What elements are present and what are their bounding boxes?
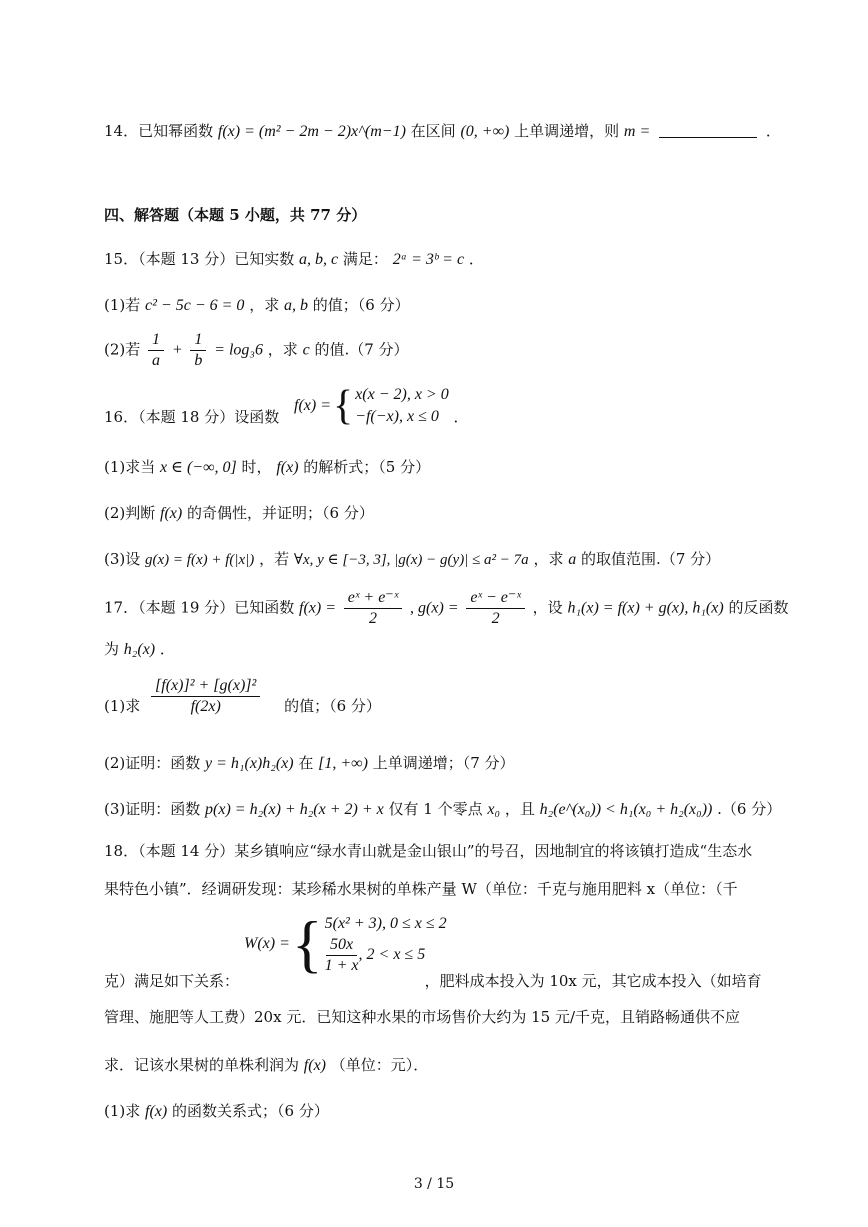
q15-p1-prefix: (1)若 bbox=[104, 296, 141, 314]
q16-p3-prefix: (3)设 bbox=[104, 550, 141, 568]
question-15-stem bbox=[104, 248, 484, 271]
q15-stem-prefix: 15．（本题 13 分）已知实数 bbox=[104, 250, 295, 268]
q14-suffix: 上单调递增，则 bbox=[514, 122, 620, 140]
q16-p3-suffix: 的取值范围.（7 分） bbox=[581, 550, 721, 568]
q17-h1: h₁(x) = f(x) + g(x), h₁(x) bbox=[567, 599, 724, 617]
q16-p1-suffix: 的解析式；（5 分） bbox=[303, 458, 431, 476]
fraction-numerator: eˣ − e⁻ˣ bbox=[466, 588, 524, 609]
q17-p3-prefix: (3)证明：函数 bbox=[104, 800, 201, 818]
q16-p1-fx: f(x) bbox=[276, 459, 299, 476]
q17-p1-suffix: 的值；（6 分） bbox=[284, 697, 381, 715]
case-1: x(x − 2), x > 0 bbox=[355, 386, 449, 403]
question-18-line-3 bbox=[104, 970, 762, 992]
q17-p2-function: y = h₁(x)h₂(x) bbox=[205, 755, 294, 772]
question-16-part-3 bbox=[104, 548, 720, 571]
question-16-stem bbox=[104, 384, 469, 428]
case-2-condition: , 2 < x ≤ 5 bbox=[358, 946, 426, 963]
question-18-line-1: 18．（本题 14 分）某乡镇响应“绿水青山就是金山银山”的号召，因地制宜的将该镇打造成“生态水 bbox=[104, 842, 753, 860]
q14-middle: 在区间 bbox=[410, 122, 456, 140]
fraction-numerator: [f(x)]² + [g(x)]² bbox=[151, 676, 260, 697]
q15-vars: a, b, c bbox=[299, 251, 339, 268]
question-17-part-1 bbox=[104, 676, 381, 717]
question-18-line-4: 管理、施肥等人工费）20x 元．已知这种水果的市场售价大约为 15 元/千克，且销路畅通供不应 bbox=[104, 1008, 740, 1026]
fraction-denominator: f(2x) bbox=[190, 698, 221, 715]
fraction-denominator: 2 bbox=[369, 610, 378, 627]
q17-stem-prefix: 17．（本题 19 分）已知函数 bbox=[104, 598, 295, 617]
q18-w-lhs: W(x) = bbox=[244, 935, 290, 952]
q17-p1-prefix: (1)求 bbox=[104, 697, 141, 715]
q17-line2-end: ． bbox=[159, 640, 175, 658]
q15-p1-mid: ，求 bbox=[249, 296, 280, 314]
section-heading: 四、解答题（本题 5 小题，共 77 分） bbox=[104, 206, 367, 224]
question-15-part-1 bbox=[104, 294, 410, 317]
q17-p2-mid: 在 bbox=[298, 754, 314, 772]
q18-line3-suffix: ，肥料成本投入为 10x 元，其它成本投入（如培育 bbox=[424, 972, 762, 990]
q17-p3-inequality: h₂(e^(x₀)) < h₁(x₀ + h₂(x₀)) bbox=[539, 801, 713, 818]
q16-p3-mid: ，若 bbox=[259, 550, 290, 568]
q16-p1-prefix: (1)求当 bbox=[104, 458, 156, 476]
q18-line3-prefix: 克）满足如下关系： bbox=[104, 972, 240, 990]
q18-line5-fx: f(x) bbox=[303, 1057, 326, 1074]
q14-formula: f(x) = (m² − 2m − 2)x^(m−1) bbox=[217, 123, 406, 140]
case-2: −f(−x), x ≤ 0 bbox=[355, 408, 439, 425]
q15-p2-suffix: 的值.（7 分） bbox=[314, 340, 409, 359]
question-18-line-2: 果特色小镇”．经调研发现：某珍稀水果树的单株产量 W（单位：千克与施用肥料 x（单位：（千 bbox=[104, 880, 738, 898]
question-16-part-1 bbox=[104, 456, 430, 479]
fraction-f bbox=[344, 588, 402, 629]
q15-p2-rhs: = log₃6 bbox=[214, 341, 263, 359]
fraction-denominator: b bbox=[194, 352, 203, 369]
left-brace: { bbox=[291, 908, 323, 979]
q17-stem-suffix: 的反函数 bbox=[728, 598, 789, 617]
fraction-denominator: 2 bbox=[491, 610, 500, 627]
q16-p3-mid2: ，求 bbox=[533, 550, 564, 568]
q15-p2-var: c bbox=[302, 341, 310, 359]
q15-p1-equation: c² − 5c − 6 = 0 bbox=[145, 297, 245, 314]
piecewise-function bbox=[294, 384, 449, 428]
q16-p1-mid: 时， bbox=[241, 458, 272, 476]
q16-fx: f(x) = bbox=[294, 397, 331, 414]
q15-condition: 2ᵃ = 3ᵇ = c bbox=[392, 251, 465, 268]
q15-stem-mid: 满足： bbox=[342, 250, 388, 268]
case-1: 5(x² + 3), 0 ≤ x ≤ 2 bbox=[324, 914, 447, 932]
plus-sign: + bbox=[171, 341, 183, 359]
fraction-p1 bbox=[151, 676, 260, 717]
q18-line5-prefix: 求．记该水果树的单株利润为 bbox=[104, 1056, 300, 1074]
q17-p2-prefix: (2)证明：函数 bbox=[104, 754, 201, 772]
q16-p2-fx: f(x) bbox=[160, 505, 183, 522]
fraction-numerator: eˣ + e⁻ˣ bbox=[344, 588, 402, 609]
fraction-1-over-a bbox=[148, 330, 164, 371]
fraction-numerator: 1 bbox=[148, 330, 164, 351]
question-14 bbox=[104, 120, 781, 143]
fraction-g bbox=[466, 588, 524, 629]
left-brace: { bbox=[333, 383, 354, 429]
question-17-stem-line-2 bbox=[104, 638, 175, 661]
question-17-part-2 bbox=[104, 752, 515, 775]
q18-line5-suffix: （单位：元）． bbox=[330, 1056, 429, 1074]
q16-p3-var: a bbox=[568, 551, 577, 568]
q16-p3-g: g(x) = f(x) + f(|x|) bbox=[145, 552, 255, 568]
q17-h2: h₂(x) bbox=[123, 641, 156, 658]
q18-p1-fx: f(x) bbox=[145, 1103, 168, 1120]
q17-p3-mid: 仅有 1 个零点 bbox=[388, 800, 483, 818]
question-17-stem bbox=[104, 588, 788, 629]
q17-g-lhs: , g(x) = bbox=[410, 599, 459, 617]
q17-f-lhs: f(x) = bbox=[299, 599, 336, 617]
q16-stem-end: ． bbox=[453, 408, 469, 426]
q15-p1-vars: a, b bbox=[284, 297, 308, 314]
q15-stem-end: ． bbox=[468, 250, 484, 268]
q16-stem-prefix: 16．（本题 18 分）设函数 bbox=[104, 408, 280, 426]
q17-p2-suffix: 上单调递增；（7 分） bbox=[372, 754, 515, 772]
q16-p2-suffix: 的奇偶性，并证明；（6 分） bbox=[187, 504, 374, 522]
fraction-numerator: 1 bbox=[190, 330, 206, 351]
page-number: 3 / 15 bbox=[413, 1176, 455, 1192]
piecewise-cases bbox=[355, 384, 449, 428]
q17-p3-suffix: .（6 分） bbox=[717, 800, 782, 818]
q15-p2-mid: ，求 bbox=[267, 340, 298, 359]
q14-prefix: 14．已知幂函数 bbox=[104, 122, 214, 140]
q14-interval: (0, +∞) bbox=[460, 123, 510, 140]
question-18-piecewise bbox=[244, 908, 447, 979]
answer-blank[interactable] bbox=[659, 136, 757, 138]
question-16-part-2 bbox=[104, 502, 374, 525]
q14-end: ． bbox=[765, 122, 781, 140]
q17-p3-x0: x₀ bbox=[487, 801, 501, 818]
q16-p1-condition: x ∈ (−∞, 0] bbox=[160, 459, 237, 476]
q17-p3-function: p(x) = h₂(x) + h₂(x + 2) + x bbox=[205, 801, 384, 818]
q17-p3-mid2: ，且 bbox=[504, 800, 535, 818]
q18-p1-prefix: (1)求 bbox=[104, 1102, 141, 1120]
q16-p3-condition: ∀x, y ∈ [−3, 3], |g(x) − g(y)| ≤ a² − 7a bbox=[293, 552, 529, 568]
piecewise-function bbox=[244, 908, 447, 979]
fraction-1-over-b bbox=[190, 330, 206, 371]
q18-p1-suffix: 的函数关系式；（6 分） bbox=[172, 1102, 329, 1120]
question-18-line-5 bbox=[104, 1054, 428, 1077]
fraction-denominator: 1 + x bbox=[324, 956, 359, 974]
q14-var: m = bbox=[623, 123, 651, 140]
q15-p1-suffix: 的值；（6 分） bbox=[312, 296, 410, 314]
q15-p2-prefix: (2)若 bbox=[104, 340, 141, 359]
q17-line2-prefix: 为 bbox=[104, 640, 120, 658]
question-17-part-3 bbox=[104, 798, 781, 821]
q17-p2-interval: [1, +∞) bbox=[318, 755, 368, 772]
question-18-part-1 bbox=[104, 1100, 329, 1123]
fraction-numerator: 50x bbox=[326, 935, 357, 956]
fraction-denominator: a bbox=[152, 352, 161, 369]
q16-p2-prefix: (2)判断 bbox=[104, 504, 156, 522]
question-15-part-2 bbox=[104, 330, 409, 371]
piecewise-cases bbox=[325, 913, 447, 976]
q17-stem-mid: ，设 bbox=[532, 598, 563, 617]
